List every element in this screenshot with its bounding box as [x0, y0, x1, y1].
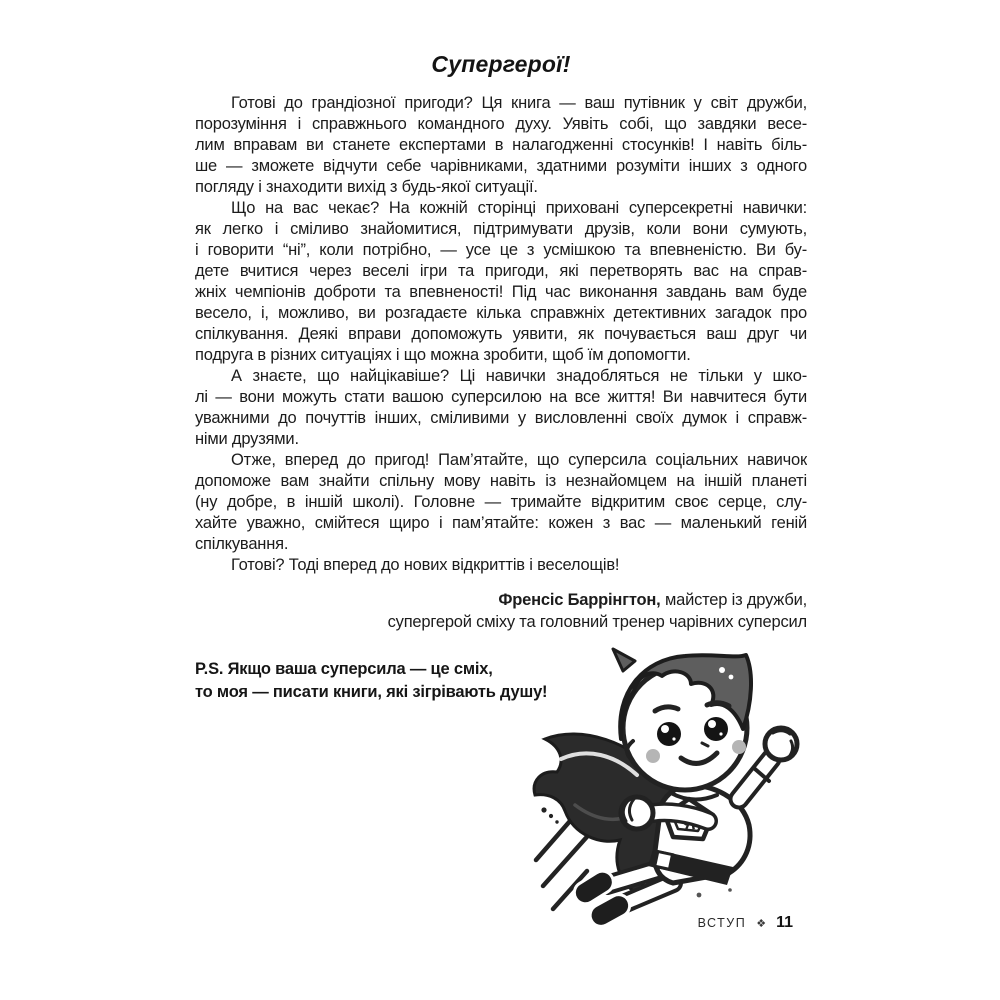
text-column: [195, 50, 807, 704]
paragraph-line: дете вчитися через веселі ігри та пригоди, які перетворять вас на справ-: [195, 262, 807, 280]
page-footer: [698, 914, 793, 932]
paragraph-line: подруга в різних ситуаціях і що можна зробити, щоб їм допомогти.: [195, 346, 691, 364]
emblem-letter: Я: [681, 814, 697, 835]
paragraph-line: (ну добре, в іншій школі). Головне — тримайте відкритим своє серце, слу-: [195, 493, 807, 511]
diamond-separator-icon: ❖: [756, 917, 767, 930]
blush-icon: [646, 749, 660, 763]
signature: [195, 589, 807, 633]
paragraph-line: А знаєте, що найцікавіше? Ці навички знадобляться не тільки у шко-: [231, 367, 807, 385]
footer-section-label: ВСТУП: [697, 916, 747, 930]
legs-icon: [570, 867, 673, 930]
paragraph-line: погляду і знаходити вихід з будь-якої ситуації.: [195, 178, 538, 196]
blush-icon: [732, 740, 746, 754]
paragraph-line: жніх чемпіонів доброти та впевненості! Під час виконання завдань вам буде: [195, 283, 807, 301]
paragraph: [195, 450, 807, 555]
paragraph-line: як легко і сміливо знайомитися, підтримувати друзів, коли вони сумують,: [195, 220, 807, 238]
paragraph-line: ше — зможете відчути себе чарівниками, здатними розуміти інших з одного: [195, 157, 807, 175]
paragraph-line: Що на вас чекає? На кожній сторінці приховані суперсекретні навички:: [231, 199, 807, 217]
paragraph-line: німи друзями.: [195, 430, 299, 448]
sparkle-dots-icon: [697, 888, 732, 897]
paragraph-line: Готові? Тоді вперед до нових відкриттів і веселощів!: [231, 556, 620, 574]
ps-line-2: то моя — писати книги, які зігрівають душу!: [195, 683, 548, 701]
author-role: майстер із дружби,: [660, 591, 807, 609]
author-name: Френсіс Баррінгтон,: [498, 591, 661, 609]
speed-dots-icon: [541, 807, 558, 823]
paragraph-line: спілкування.: [195, 535, 289, 553]
signature-line-2: супергерой сміху та головний тренер чарівних суперсил: [387, 613, 807, 631]
paragraph: [195, 366, 807, 450]
paragraph-line: Готові до грандіозної пригоди? Ця книга — ваш путівник у світ дружби,: [231, 94, 807, 112]
paragraph: [195, 198, 807, 366]
hair-tuft-icon: [613, 649, 635, 671]
paragraph: [195, 93, 807, 198]
paragraph-line: уважними до почуттів інших, сміливими у висловленні своїх думок і справж-: [195, 409, 807, 427]
paragraph: [195, 555, 807, 576]
paragraph-line: лі — вони можуть стати вашою суперсилою на все життя! Ви навчитеся бути: [195, 388, 807, 406]
eye-icon: [657, 722, 681, 746]
paragraphs: [195, 93, 807, 576]
page-number: 11: [776, 914, 793, 931]
ps-line-1: P.S. Якщо ваша суперсила — це сміх,: [195, 660, 493, 678]
page-title: Супергерої!: [431, 51, 571, 77]
paragraph-line: і говорити “ні”, коли потрібно, — усе це з усмішкою та впевненістю. Ви бу-: [195, 241, 807, 259]
paragraph-line: лим вправам ви станете експертами в налагодженні стосунків! І навіть біль-: [195, 136, 807, 154]
paragraph-line: спілкування. Деякі вправи допоможуть уявити, як почувається ваш друг чи: [195, 325, 807, 343]
paragraph-line: весело, і, можливо, ви розгадаєте кілька справжніх детективних загадок про: [195, 304, 807, 322]
signature-line-1: [195, 589, 807, 611]
paragraph-line: порозуміння і справжнього командного духу. Уявіть собі, що завдяки весе-: [195, 115, 807, 133]
paragraph-line: хайте уважно, смійтеся щиро і пам’ятайте: кожен з вас — маленький геній: [195, 514, 807, 532]
flying-superhero-boy-illustration: [503, 643, 833, 933]
paragraph-line: допоможе вам знайти спільну мову навіть із незнайомцем на іншій планеті: [195, 472, 807, 490]
eye-icon: [704, 717, 728, 741]
paragraph-line: Отже, вперед до пригод! Пам’ятайте, що суперсила соціальних навичок: [231, 451, 807, 469]
